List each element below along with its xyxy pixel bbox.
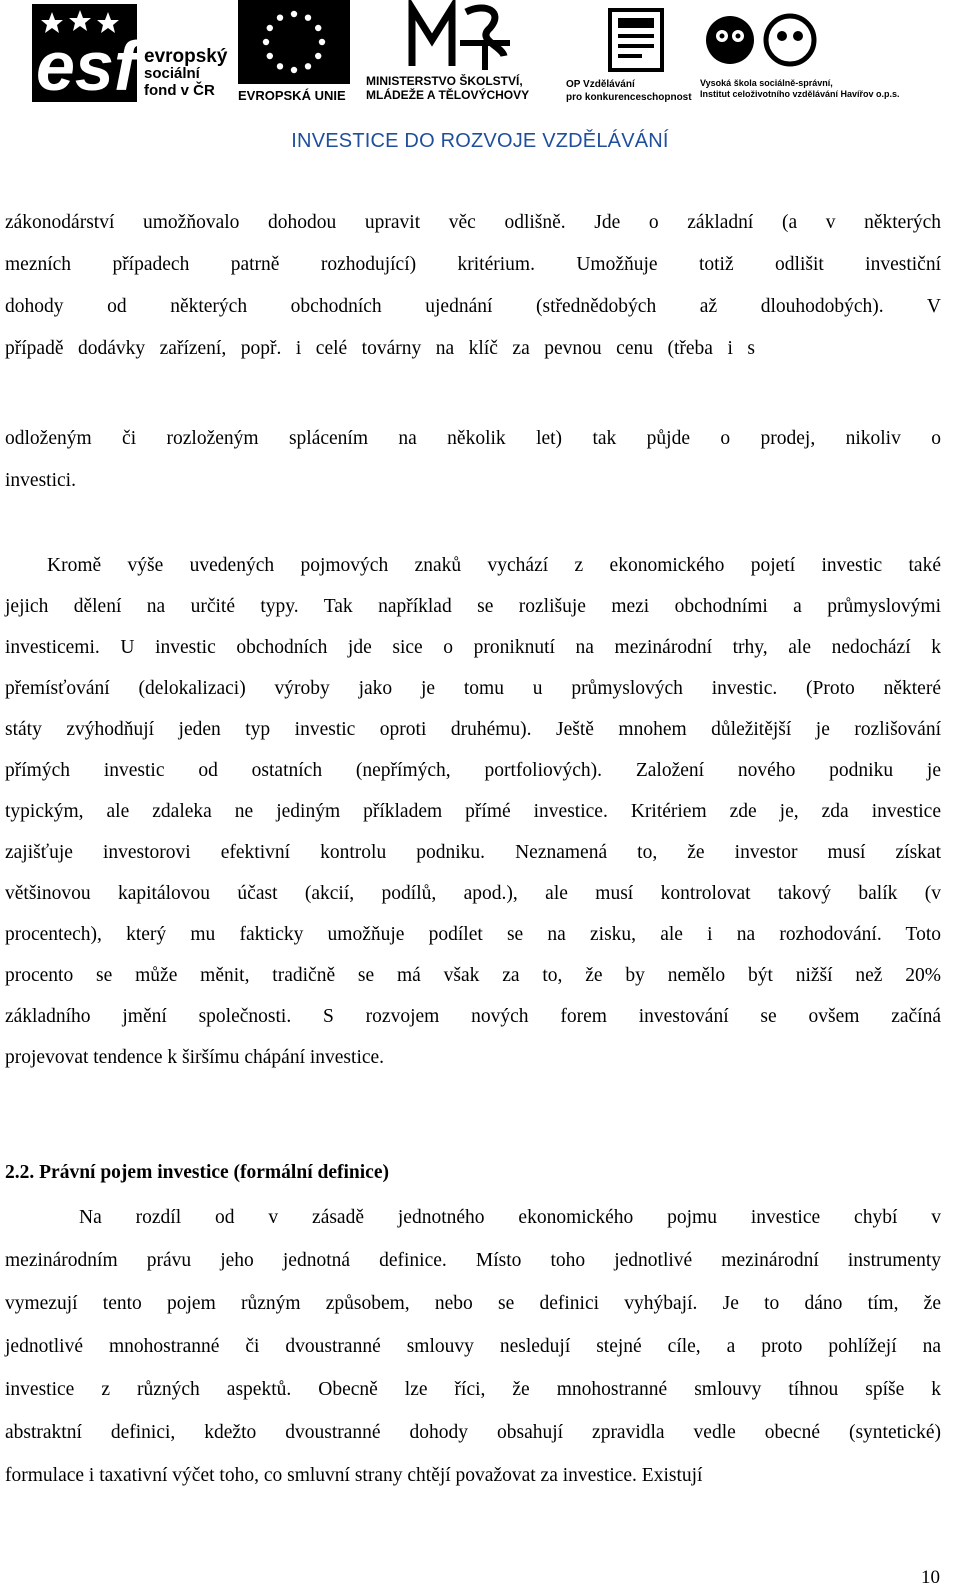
op-line2: pro konkurenceschopnost <box>566 92 692 103</box>
paragraph-line: dohody od některých obchodních ujednání (střednědobých až dlouhodobých). V <box>5 296 941 317</box>
paragraph-line: základního jmění společnosti. S rozvojem nových forem investování se ovšem začíná <box>5 1006 941 1027</box>
esf-line2: sociální <box>144 65 200 82</box>
paragraph-line: jednotlivé mnohostranné či dvoustranné smlouvy nesledují stejné cíle, a proto pohlížejí na <box>5 1336 941 1357</box>
esf-logo <box>32 4 232 104</box>
paragraph-line: procentech), který mu fakticky umožňuje podílet se na zisku, ale i na rozhodování. Toto <box>5 924 941 945</box>
paragraph-line: procento se může měnit, tradičně se má však za to, že by nemělo být nižší než 20% <box>5 965 941 986</box>
esf-mark-icon <box>32 4 137 102</box>
paragraph-line: jejich dělení na určité typy. Tak například se rozlišuje mezi obchodními a průmyslovými <box>5 596 941 617</box>
paragraph-line: mezinárodním právu jeho jednotná definice. Místo toho jednotlivé mezinárodní instrumenty <box>5 1250 941 1271</box>
eu-logo <box>238 0 358 108</box>
paragraph-line: projevovat tendence k širšímu chápání investice. <box>5 1047 385 1068</box>
eu-caption: EVROPSKÁ UNIE <box>238 88 346 103</box>
op-mark-icon <box>606 6 666 74</box>
paragraph-line: Kromě výše uvedených pojmových znaků vychází z ekonomického pojetí investic také <box>47 555 941 576</box>
paragraph-line: investicemi. U investic obchodních jde sice o proniknutí na mezinárodní trhy, ale nedochází k <box>5 637 941 658</box>
paragraph-line: odloženým či rozloženým splácením na několik let) tak půjde o prodej, nikoliv o <box>5 428 941 449</box>
page-number: 10 <box>921 1567 940 1588</box>
msmt-line2: MLÁDEŽE A TĚLOVÝCHOVY <box>366 88 530 102</box>
page-header-title: INVESTICE DO ROZVOJE VZDĚLÁVÁNÍ <box>291 130 669 152</box>
vs-line2: Institut celoživotního vzdělávání Havířov o.p.s. <box>700 89 900 99</box>
paragraph-line: přemísťování (delokalizaci) výroby jako je tomu u průmyslových investic. (Proto některé <box>5 678 941 699</box>
msmt-mark-icon <box>406 0 516 72</box>
vs-logo <box>700 0 940 108</box>
paragraph-line: státy zvýhodňují jeden typ investic oproti druhému). Ještě mnohem důležitější je rozlišování <box>5 719 941 740</box>
eu-flag-icon <box>238 0 350 84</box>
paragraph-line: vymezují tento pojem různým způsobem, nebo se definici vyhýbají. Je to dáno tím, že <box>5 1293 941 1314</box>
vs-line1: Vysoká škola sociálně-správní, <box>700 78 833 88</box>
paragraph-line: abstraktní definici, kdežto dvoustranné dohody obsahují zpravidla vedle obecné (syntetické) <box>5 1422 941 1443</box>
svg-text:esf: esf <box>36 27 137 102</box>
paragraph-line: Na rozdíl od v zásadě jednotného ekonomického pojmu investice chybí v <box>79 1207 941 1228</box>
msmt-logo <box>366 0 556 108</box>
esf-line1: evropský <box>144 46 228 67</box>
section-heading: 2.2. Právní pojem investice (formální definice) <box>5 1162 389 1183</box>
paragraph-line: zajišťuje investorovi efektivní kontrolu podniku. Neznamená to, že investor musí získat <box>5 842 941 863</box>
paragraph-line: typickým, ale zdaleka ne jediným příkladem přímé investice. Kritériem zde je, zda investice <box>5 801 941 822</box>
paragraph-line: investice z různých aspektů. Obecně lze říci, že mnohostranné smlouvy tíhnou spíše k <box>5 1379 941 1400</box>
paragraph-line: většinovou kapitálovou účast (akcií, podílů, apod.), ale musí kontrolovat takový balík (v <box>5 883 941 904</box>
msmt-line1: MINISTERSTVO ŠKOLSTVÍ, <box>366 74 523 88</box>
esf-line3: fond v ČR <box>144 82 215 99</box>
paragraph-line: formulace i taxativní výčet toho, co smluvní strany chtějí považovat za investice. Existují <box>5 1465 703 1486</box>
paragraph-line: investici. <box>5 470 76 491</box>
logo-bar <box>0 0 960 112</box>
paragraph-line: případě dodávky zařízení, popř. i celé továrny na klíč za pevnou cenu (třeba i s <box>5 338 755 359</box>
paragraph-line: zákonodárství umožňovalo dohodou upravit věc odlišně. Jde o základní (a v některých <box>5 212 941 233</box>
paragraph-line: mezních případech patrně rozhodující) kritérium. Umožňuje totiž odlišit investiční <box>5 254 941 275</box>
op-logo <box>566 0 696 108</box>
paragraph-line: přímých investic od ostatních (nepřímých, portfoliových). Založení nového podniku je <box>5 760 941 781</box>
vs-mark-icon <box>700 6 830 74</box>
op-line1: OP Vzdělávání <box>566 79 635 90</box>
